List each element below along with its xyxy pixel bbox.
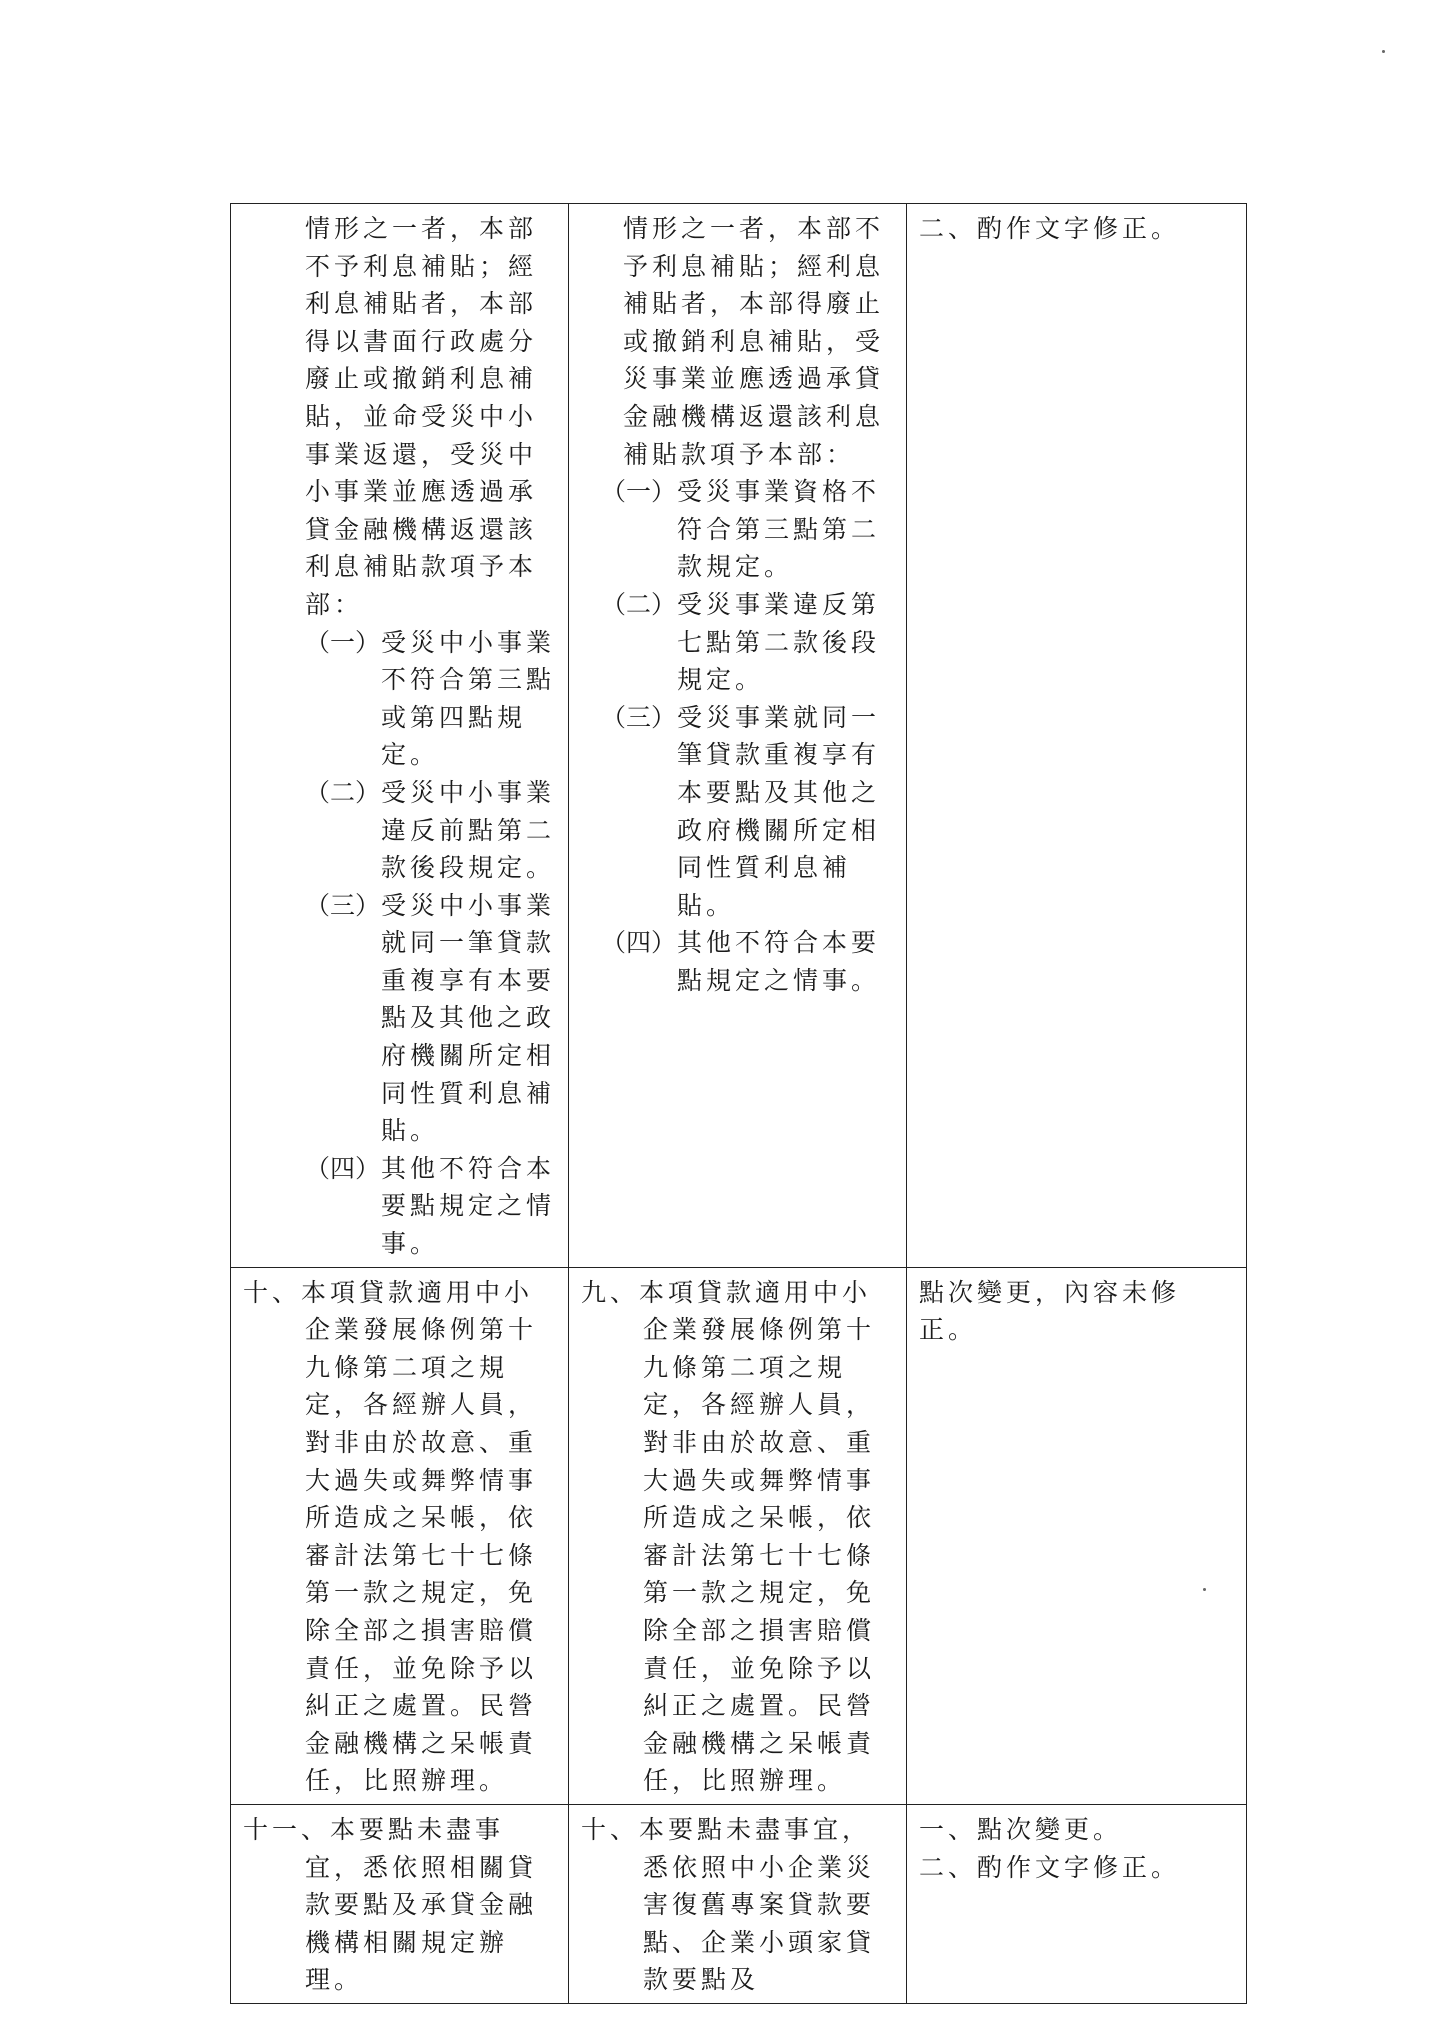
item-label: （一） xyxy=(305,627,381,657)
amended-text-cell xyxy=(231,1267,569,1804)
item-label: （三） xyxy=(601,702,677,732)
current-text-cell xyxy=(569,1267,907,1804)
clause-text: 十、本項貸款適用中小企業發展條例第十九條第二項之規定，各經辦人員，對非由於故意、重大過失或舞弊情事所造成之呆帳，依審計法第七十七條第一款之規定，免除全部之損害賠償責任，並免除予以糾正之處置。民營金融機構之呆帳責任，比照辦理。 xyxy=(243,1277,538,1796)
current-text-cell xyxy=(569,1804,907,2003)
explanation-text: 二、酌作文字修正。 xyxy=(919,214,1181,243)
explanation-text: 一、點次變更。 xyxy=(919,1814,1123,1844)
clause-text: 九、本項貸款適用中小企業發展條例第十九條第二項之規定，各經辦人員，對非由於故意、重大過失或舞弊情事所造成之呆帳，依審計法第七十七條第一款之規定，免除全部之損害賠償責任，並免除予以糾正之處置。民營金融機構之呆帳責任，比照辦理。 xyxy=(581,1277,876,1796)
clause-text: 情形之一者，本部不予利息補貼；經利息補貼者，本部得以書面行政處分廢止或撤銷利息補貼，並命受災中小事業返還，受災中小事業並應透過承貸金融機構返還該利息補貼款項予本部： xyxy=(305,214,538,619)
sub-item xyxy=(305,1150,558,1263)
explanation-cell xyxy=(907,1804,1247,2003)
item-label: （三） xyxy=(305,890,381,920)
clause-text: 十、本要點未盡事宜，悉依照中小企業災害復舊專案貸款要點、企業小頭家貸款要點及 xyxy=(581,1814,876,1995)
explanation-text: 點次變更，內容未修正。 xyxy=(919,1277,1181,1345)
sub-item xyxy=(305,887,558,1150)
sub-item xyxy=(305,774,558,887)
item-label: （二） xyxy=(601,589,677,619)
item-text: 受災事業違反第七點第二款後段規定。 xyxy=(677,589,881,695)
sub-item xyxy=(601,473,896,586)
item-text: 受災中小事業就同一筆貸款重複享有本要點及其他之政府機關所定相同性質利息補貼。 xyxy=(381,890,556,1146)
item-label: （二） xyxy=(305,777,381,807)
item-label: （一） xyxy=(601,477,677,507)
amended-text-cell xyxy=(231,1804,569,2003)
item-text: 受災事業資格不符合第三點第二款規定。 xyxy=(677,477,881,582)
sub-item xyxy=(601,924,896,999)
amendment-comparison-table xyxy=(230,203,1247,2004)
amended-text-cell xyxy=(231,204,569,1268)
explanation-text: 二、酌作文字修正。 xyxy=(919,1852,1181,1882)
item-label: （四） xyxy=(305,1153,381,1183)
scan-speck xyxy=(1203,1588,1206,1591)
item-text: 受災事業就同一筆貸款重複享有本要點及其他之政府機關所定相同性質利息補貼。 xyxy=(677,702,881,920)
sub-item xyxy=(601,699,896,925)
scan-speck xyxy=(1382,50,1385,53)
sub-item xyxy=(601,586,896,699)
item-text: 受災中小事業違反前點第二款後段規定。 xyxy=(381,777,556,883)
current-text-cell xyxy=(569,204,907,1268)
table-row xyxy=(231,1267,1247,1804)
item-text: 其他不符合本要點規定之情事。 xyxy=(677,928,881,995)
explanation-cell xyxy=(907,1267,1247,1804)
clause-text: 情形之一者，本部不予利息補貼；經利息補貼者，本部得廢止或撤銷利息補貼，受災事業並應透過承貸金融機構返還該利息補貼款項予本部： xyxy=(623,214,885,469)
table-row xyxy=(231,1804,1247,2003)
clause-text: 十一、本要點未盡事宜，悉依照相關貸款要點及承貸金融機構相關規定辦理。 xyxy=(243,1814,538,1995)
table-row xyxy=(231,204,1247,1268)
item-label: （四） xyxy=(601,928,677,958)
item-text: 受災中小事業不符合第三點或第四點規定。 xyxy=(381,627,556,770)
item-text: 其他不符合本要點規定之情事。 xyxy=(381,1153,556,1259)
explanation-cell xyxy=(907,204,1247,1268)
sub-item xyxy=(305,624,558,774)
